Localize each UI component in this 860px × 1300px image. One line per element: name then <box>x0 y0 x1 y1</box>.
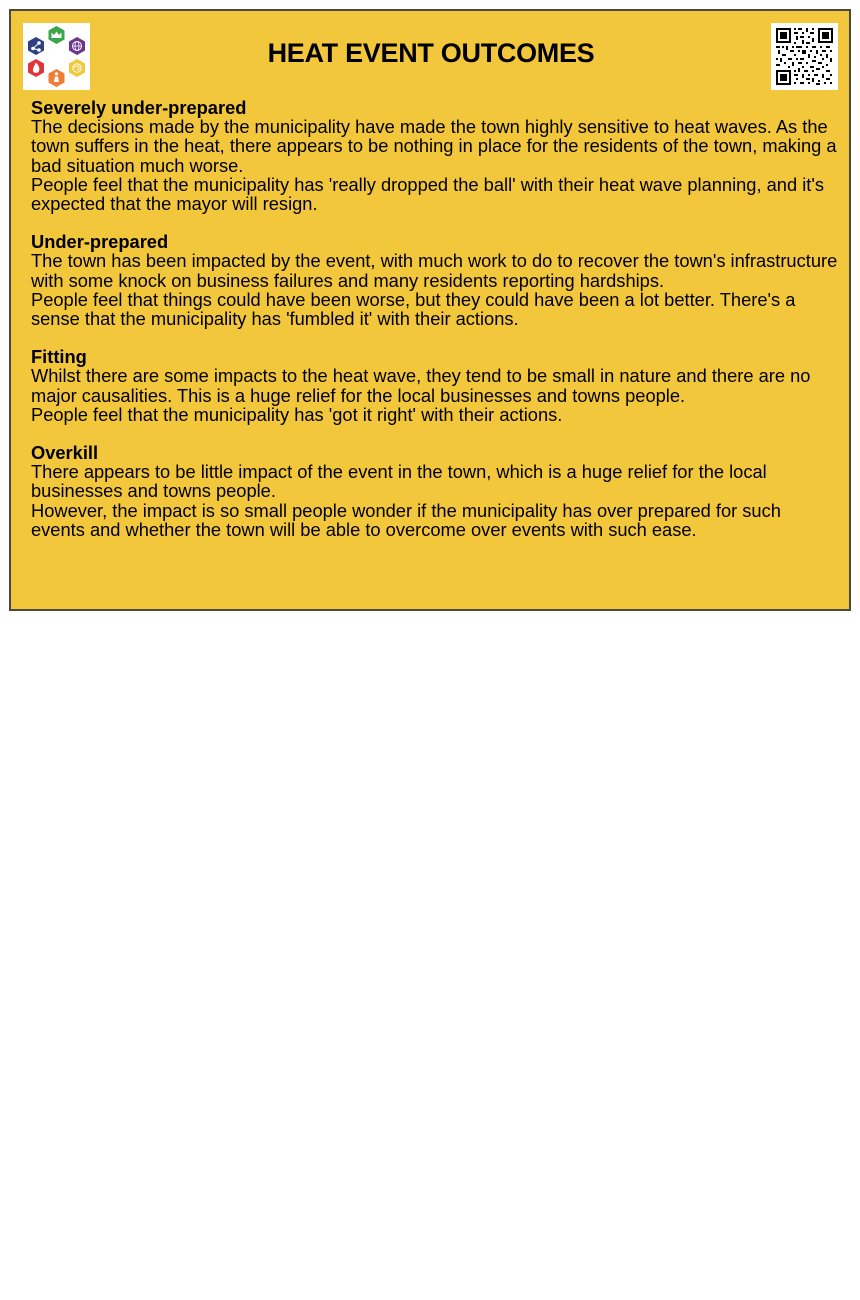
hexagon-cluster-logo-icon <box>23 23 90 90</box>
outcome-paragraph: There appears to be little impact of the event in the town, which is a huge relief for the local businesses and towns people. <box>31 461 767 502</box>
logo-graphic <box>23 23 90 90</box>
outcome-card <box>9 9 851 611</box>
outcome-section-fitting <box>31 347 839 424</box>
outcome-heading: Overkill <box>31 442 99 464</box>
page-title: HEAT EVENT OUTCOMES <box>267 38 595 68</box>
outcome-heading: Severely under-prepared <box>31 97 247 118</box>
logo-hex-yellow <box>69 59 85 77</box>
outcome-heading: Fitting <box>31 346 87 368</box>
qr-code-graphic <box>771 23 838 90</box>
outcome-heading: Under-prepared <box>31 231 169 253</box>
outcome-paragraph: People feel that the municipality has 'got it right' with their actions. <box>31 403 563 425</box>
outcome-paragraph: The decisions made by the municipality have made the town highly sensitive to heat waves. As the town suffers in the heat, there appears to be nothing in place for the residents of the town, making a bad situation much worse. <box>31 116 837 176</box>
outcome-paragraph: Whilst there are some impacts to the heat wave, they tend to be small in nature and there are no major causalities. This is a huge relief for the local businesses and towns people. <box>31 365 811 406</box>
outcome-section-under-prepared <box>31 232 839 328</box>
outcome-paragraph: However, the impact is so small people wonder if the municipality has over prepared for such events and whether the town will be able to overcome over events with such ease. <box>31 499 781 540</box>
outcome-section-severely-under-prepared <box>31 98 839 213</box>
outcome-paragraph: The town has been impacted by the event, with much work to do to recover the town's infrastructure with some knock on business failures and many residents reporting hardships. <box>31 250 838 291</box>
qr-code-icon[interactable] <box>771 23 838 90</box>
outcome-paragraph: People feel that things could have been worse, but they could have been a lot better. There's a sense that the municipality has 'fumbled it' with their actions. <box>31 288 796 330</box>
outcomes-content <box>31 98 839 558</box>
outcome-section-overkill <box>31 443 839 539</box>
outcome-paragraph: People feel that the municipality has 'really dropped the ball' with their heat wave planning, and it's expected that the mayor will resign. <box>31 173 824 215</box>
